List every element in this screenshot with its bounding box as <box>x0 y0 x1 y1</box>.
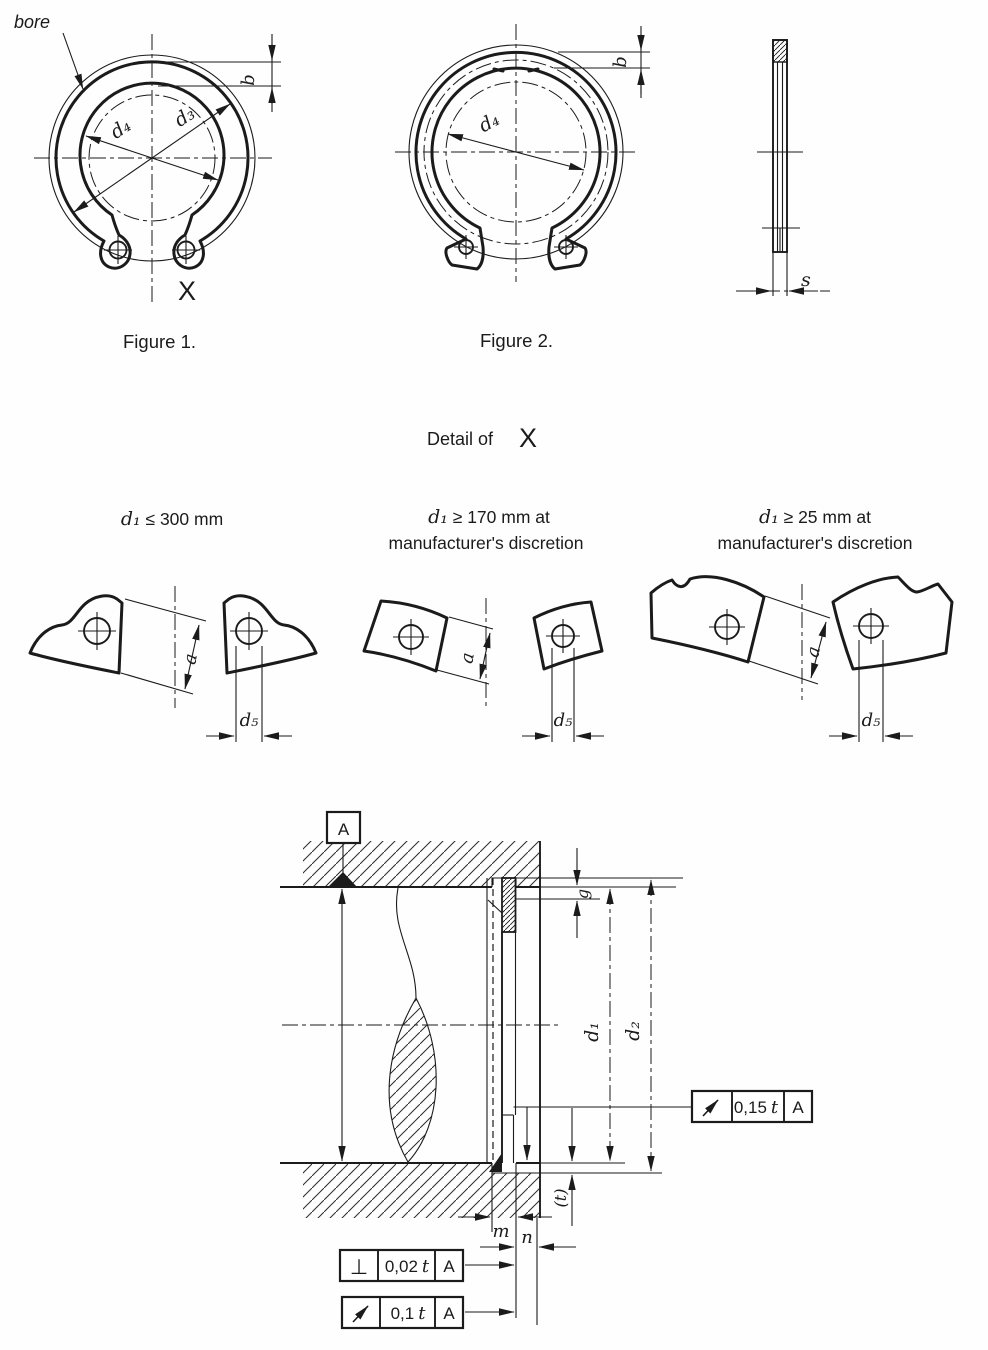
dim-s <box>736 269 830 291</box>
dim-d5-3-label: d₅ <box>861 710 881 731</box>
dim-d4-2-label: d₄ <box>475 108 504 138</box>
variant1-condition: d₁ ≤ 300 mm <box>120 508 224 530</box>
section-view <box>280 812 812 1328</box>
detail-marker-x: X <box>178 276 197 306</box>
dim-g-label: g <box>573 888 592 900</box>
ring-section-hatch <box>773 40 787 62</box>
dim-g <box>573 848 592 938</box>
dim-m-label: m <box>492 1221 510 1242</box>
dim-d2 <box>622 880 651 1171</box>
dim-d2-label: d₂ <box>622 1021 644 1041</box>
dim-a-2 <box>437 598 493 710</box>
tolerance-frame-runout-bottom <box>342 1297 514 1328</box>
frame1-value: 0,15 t <box>733 1097 779 1118</box>
variant-2-drawing <box>364 598 604 742</box>
detail-title-x: X <box>519 423 538 453</box>
dim-d1 <box>581 889 610 1161</box>
dim-a-1 <box>121 586 206 708</box>
figure1-caption: Figure 1. <box>123 331 197 352</box>
dim-d5-1 <box>206 646 292 742</box>
figure2-caption: Figure 2. <box>480 330 554 351</box>
dim-b2-label: b <box>610 56 631 68</box>
dim-d3-label: d₃ <box>170 102 200 132</box>
variant-1-drawing <box>30 586 316 742</box>
dim-d1-label: d₁ <box>581 1022 603 1042</box>
bore-callout <box>14 12 83 89</box>
side-view <box>736 40 830 296</box>
dim-t <box>551 1108 572 1226</box>
housing-hatch-bottom <box>303 1163 540 1218</box>
frame1-datum: A <box>792 1098 804 1117</box>
variant2-note: manufacturer's discretion <box>388 533 584 553</box>
dim-a-3-label: a <box>802 644 826 660</box>
dim-d4-label: d₄ <box>106 114 136 144</box>
dim-t-label: (t) <box>551 1188 570 1208</box>
variant3-note: manufacturer's discretion <box>717 533 913 553</box>
dim-a-3 <box>749 584 830 700</box>
dim-s-label: s <box>801 269 811 291</box>
tolerance-frame-runout-top <box>514 1091 813 1160</box>
partial-section-lens <box>389 998 436 1162</box>
datum-a-label: A <box>337 820 350 839</box>
dim-b-label: b <box>238 74 259 86</box>
dim-d5-3 <box>829 640 913 742</box>
perpendicularity-icon: ⊥ <box>349 1255 369 1279</box>
dim-a-1-label: a <box>179 651 202 667</box>
frame2-datum: A <box>443 1257 455 1276</box>
detail-of-x <box>30 423 952 742</box>
variant-3-drawing <box>651 577 952 742</box>
figure-2 <box>395 24 650 351</box>
dim-n-label: n <box>521 1227 533 1248</box>
dim-d5-2-label: d₅ <box>553 710 573 731</box>
frame3-datum: A <box>443 1304 455 1323</box>
frame2-value: 0,02 t <box>384 1256 430 1277</box>
bore-label: bore <box>14 12 51 32</box>
dim-a-2-label: a <box>456 650 479 666</box>
variant2-condition: d₁ ≥ 170 mm at <box>428 506 550 528</box>
detail-title: Detail of X <box>427 423 538 453</box>
frame3-value: 0,1 t <box>390 1303 426 1324</box>
dim-d5-1-label: d₅ <box>239 710 259 731</box>
tolerance-frame-perpendicularity <box>340 1250 514 1281</box>
figure-1 <box>14 12 281 352</box>
variant3-condition: d₁ ≥ 25 mm at <box>758 506 872 528</box>
